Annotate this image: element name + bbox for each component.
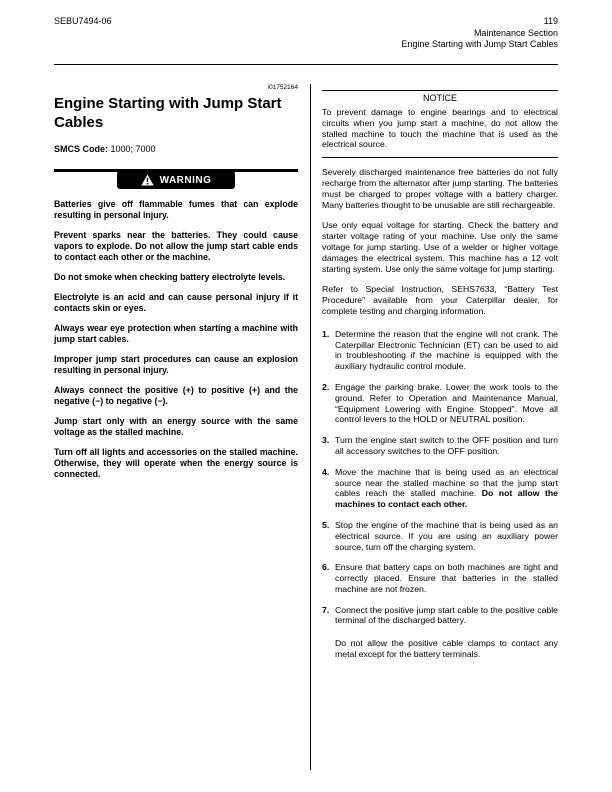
body-paragraph: Severely discharged maintenance free batteries do not fully recharge from the alternator after jump starting. The batteries must be charged to proper voltage with a battery charger. Many batteries thought to be unusable are still rechargeable. [322, 167, 558, 210]
warning-label: WARNING [159, 174, 212, 186]
body-paragraph: Use only equal voltage for starting. Check the battery and starter voltage rating of your machine. Use only the same voltage for jump starting. Use of a welder or higher voltage damages the electrical system. This machine has a 12 volt starting system. Use only the same voltage for jump starting. [322, 220, 558, 274]
warning-triangle-icon [141, 174, 154, 186]
doc-code: SEBU7494-06 [54, 16, 112, 26]
step-number: 4. [322, 466, 330, 477]
smcs-line [54, 144, 298, 154]
step-item [322, 435, 558, 457]
warning-paragraph: Always wear eye protection when starting a machine with jump start cables. [54, 323, 298, 344]
smcs-value: 1000; 7000 [110, 144, 156, 154]
smcs-label: SMCS Code: [54, 144, 108, 154]
page-number: 119 [543, 16, 558, 26]
step-text-normal: Move the machine that is being used as an electrical source near the stalled machine so that the jump start cables reach the stalled machine. [335, 466, 558, 499]
step-number: 3. [322, 435, 330, 446]
step-number: 6. [322, 562, 330, 573]
step-number: 5. [322, 519, 330, 530]
step-item [322, 562, 558, 594]
article-ref-id: i01752164 [267, 84, 298, 91]
step-text: Ensure that battery caps on both machines are tight and correctly placed. Ensure that batteries in the stalled machine are not frozen. [335, 562, 558, 594]
step-text-bold: Do not allow the machines to contact each other. [335, 488, 558, 510]
step-text: Determine the reason that the engine will not crank. The Caterpillar Electronic Technician (ET) can be used to aid in troubleshooting if the machine is equipped with the auxiliary hydraulic control module. [335, 328, 558, 372]
warning-paragraph: Jump start only with an energy source with the same voltage as the stalled machine. [54, 416, 298, 437]
warning-box [54, 169, 298, 480]
warning-paragraph: Improper jump start procedures can cause an explosion resulting in personal injury. [54, 354, 298, 375]
left-column [54, 84, 298, 489]
notice-label: NOTICE [422, 93, 457, 103]
procedure-steps [322, 329, 558, 627]
step-note: Do not allow the positive cable clamps to contact any metal except for the battery terminals. [335, 638, 558, 660]
notice-text: To prevent damage to engine bearings and to electrical circuits when you jump start a machine, do not allow the stalled machine to touch the machine that is used as the electrical source. [322, 107, 558, 150]
step-item [322, 329, 558, 372]
warning-paragraph: Batteries give off flammable fumes that can explode resulting in personal injury. [54, 199, 298, 220]
warning-paragraph: Always connect the positive (+) to positive (+) and the negative (−) to negative (−). [54, 385, 298, 406]
body-paragraph: Refer to Special Instruction, SEHS7633, “Battery Test Procedure” available from your Caterpillar dealer, for complete testing and charging information. [322, 284, 558, 316]
step-item [322, 382, 558, 425]
warning-paragraph: Do not smoke when checking battery electrolyte levels. [54, 272, 286, 282]
step-text: Stop the engine of the machine that is being used as an electrical source. If you are using an auxiliary power source, turn off the charging system. [335, 519, 558, 552]
column-divider [310, 84, 311, 770]
step-text: Connect the positive jump start cable to the positive cable terminal of the discharged battery. [335, 604, 558, 626]
step-number: 1. [322, 328, 330, 339]
warning-paragraph: Turn off all lights and accessories on the stalled machine. Otherwise, they will operate when the energy source is connected. [54, 447, 298, 479]
step-item [322, 520, 558, 552]
step-item [322, 605, 558, 627]
step-text: Engage the parking brake. Lower the work tools to the ground. Refer to Operation and Maintenance Manual, “Equipment Lowering with Engine Stopped”. Move all control levers to the HOLD or NEUTRAL position. [335, 381, 558, 425]
step-text [335, 467, 558, 509]
notice-box [322, 90, 558, 158]
page-header-right [401, 16, 558, 51]
right-column [322, 90, 558, 670]
header-subsection: Engine Starting with Jump Start Cables [401, 39, 558, 49]
warning-paragraph: Prevent sparks near the batteries. They could cause vapors to explode. Do not allow the jump start cable ends to contact each other or the machine. [54, 230, 298, 262]
header-rule [54, 64, 558, 65]
warning-paragraph: Electrolyte is an acid and can cause personal injury if it contacts skin or eyes. [54, 292, 298, 313]
article-title: Engine Starting with Jump Start Cables [54, 95, 282, 131]
warning-badge [117, 171, 235, 189]
step-text: Turn the engine start switch to the OFF position and turn all accessory switches to the OFF position. [335, 435, 558, 456]
step-item [322, 467, 558, 510]
step-number: 7. [322, 604, 330, 615]
step-number: 2. [322, 381, 330, 392]
header-section: Maintenance Section [473, 27, 558, 38]
